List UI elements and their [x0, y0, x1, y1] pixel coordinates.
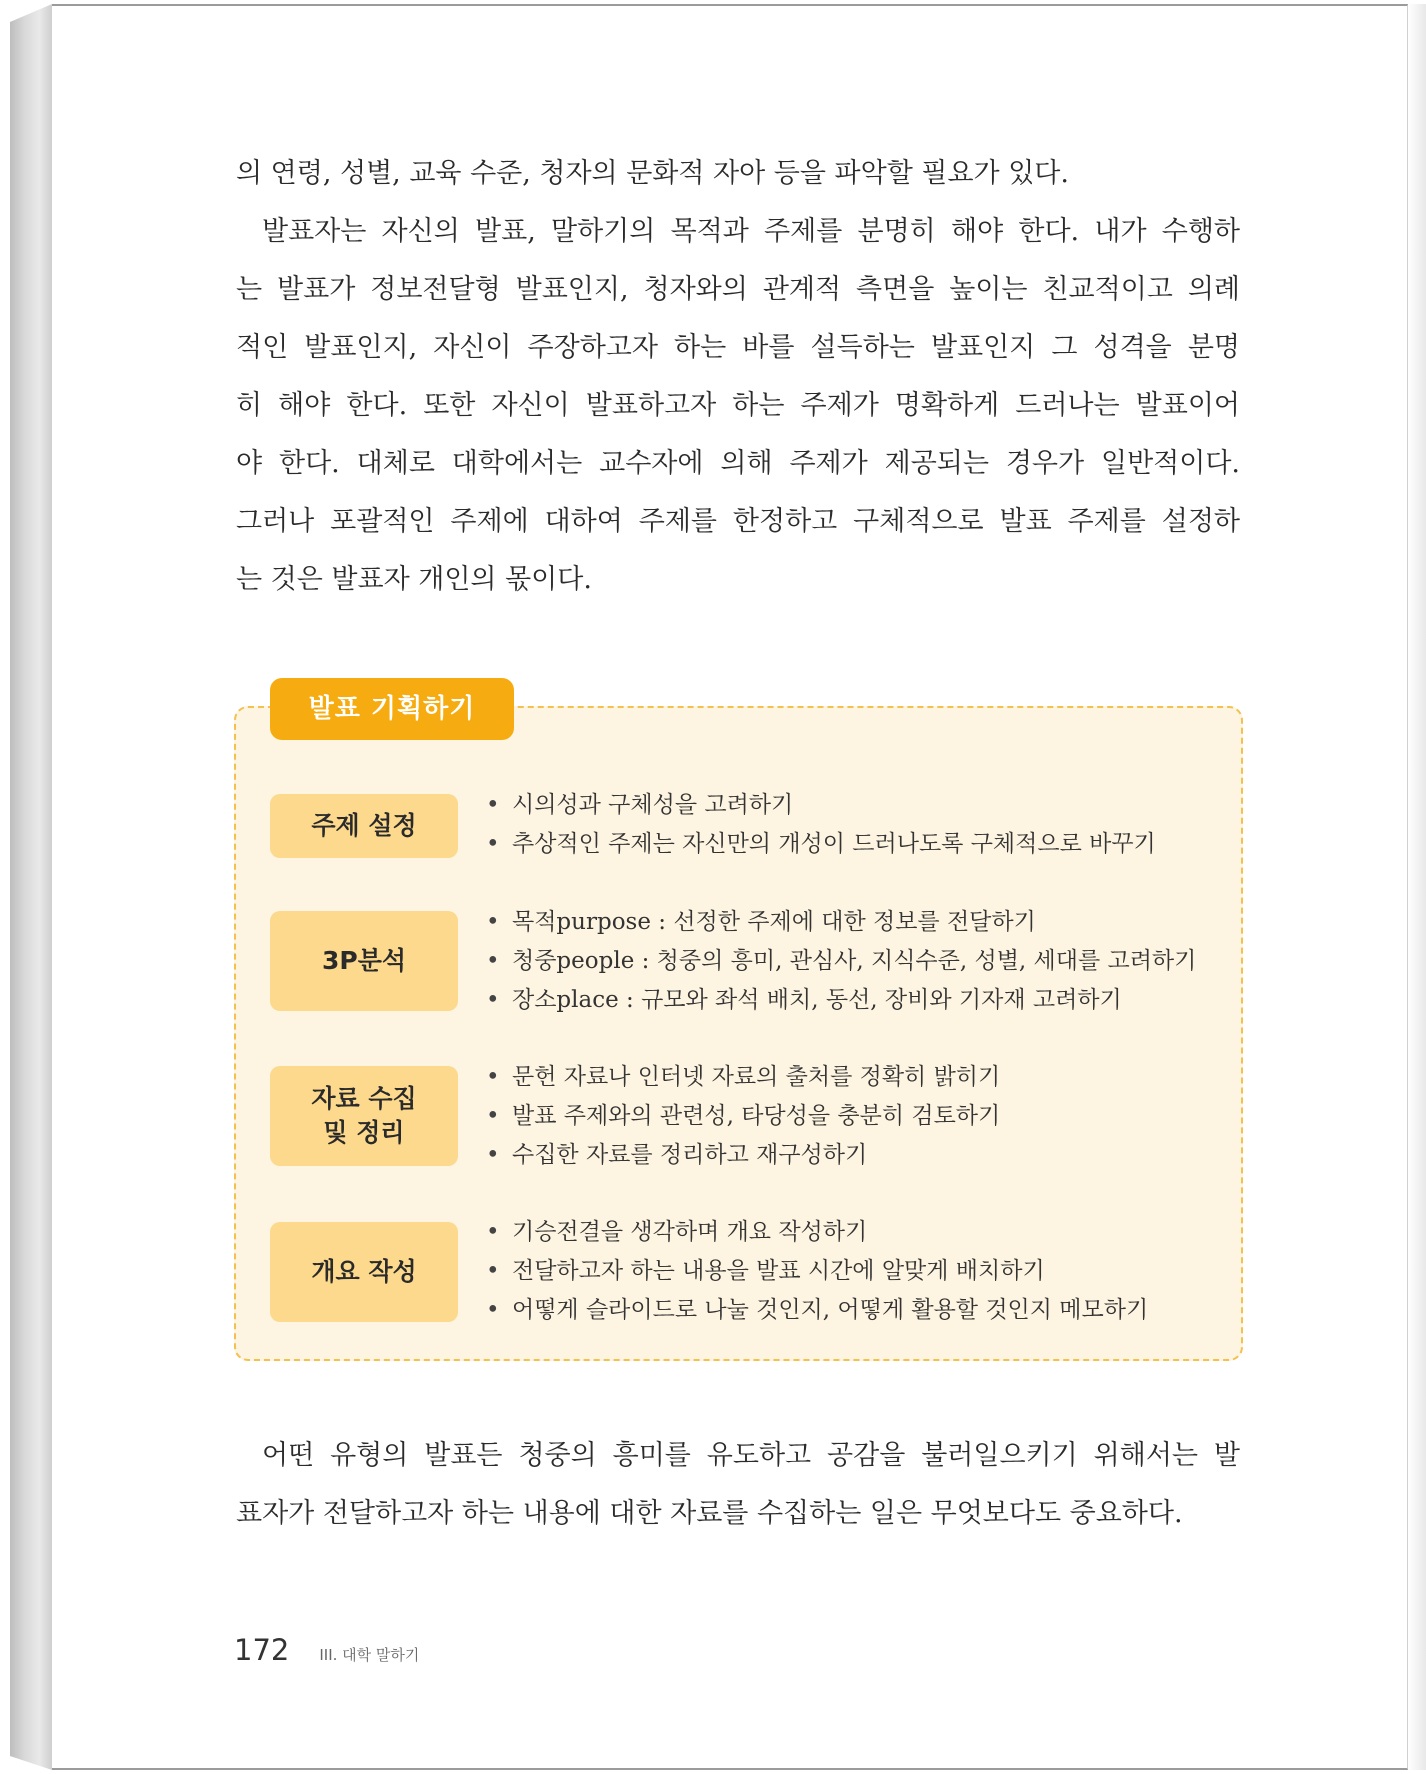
text-line: 히 해야 한다. 또한 자신이 발표하고자 하는 주제가 명확하게 드러나는 발표이어	[236, 390, 1240, 421]
text-line: 표자가 전달하고자 하는 내용에 대한 자료를 수집하는 일은 무엇보다도 중요하다.	[236, 1498, 1183, 1529]
list-item: • 전달하고자 하는 내용을 발표 시간에 알맞게 배치하기	[484, 1252, 1234, 1291]
paragraph-collection	[236, 1427, 1240, 1543]
text-line: 적인 발표인지, 자신이 주장하고자 하는 바를 설득하는 발표인지 그 성격을 분명	[236, 332, 1240, 363]
category-label-line: 및 정리	[323, 1118, 405, 1147]
bullet-list-outline	[484, 1213, 1234, 1330]
text-line: 어떤 유형의 발표든 청중의 흥미를 유도하고 공감을 불러일으키기 위해서는 발	[262, 1440, 1240, 1471]
list-item: • 기승전결을 생각하며 개요 작성하기	[484, 1213, 1234, 1252]
list-item: • 목적purpose : 선정한 주제에 대한 정보를 전달하기	[484, 903, 1234, 942]
planning-box-title: 발표 기획하기	[270, 678, 514, 740]
paragraph-continuation	[236, 145, 1240, 203]
list-item: • 장소place : 규모와 좌석 배치, 동선, 장비와 기자재 고려하기	[484, 981, 1234, 1020]
page-number: 172	[234, 1633, 290, 1667]
text-line: 그러나 포괄적인 주제에 대하여 주제를 한정하고 구체적으로 발표 주제를 설정하	[236, 506, 1240, 537]
category-3p-analysis: 3P분석	[270, 911, 458, 1011]
text-line: 야 한다. 대체로 대학에서는 교수자에 의해 주제가 제공되는 경우가 일반적이다.	[236, 448, 1240, 479]
text-line: 발표자는 자신의 발표, 말하기의 목적과 주제를 분명히 해야 한다. 내가 수행하	[262, 216, 1240, 247]
bullet-list-data	[484, 1058, 1234, 1175]
text-line: 는 발표가 정보전달형 발표인지, 청자와의 관계적 측면을 높이는 친교적이고 의례	[236, 274, 1240, 305]
page-footer	[234, 1633, 419, 1667]
category-outline: 개요 작성	[270, 1222, 458, 1322]
bullet-list-topic	[484, 786, 1234, 864]
text-line: 의 연령, 성별, 교육 수준, 청자의 문화적 자아 등을 파악할 필요가 있다.	[236, 158, 1069, 189]
book-spine-edge	[10, 4, 52, 1770]
list-item: • 추상적인 주제는 자신만의 개성이 드러나도록 구체적으로 바꾸기	[484, 825, 1234, 864]
category-label-line: 자료 수집	[311, 1084, 417, 1113]
section-title: III. 대학 말하기	[319, 1646, 420, 1664]
page-right-edge	[1408, 4, 1426, 1770]
list-item: • 청중people : 청중의 흥미, 관심사, 지식수준, 성별, 세대를 고려하기	[484, 942, 1234, 981]
list-item: • 시의성과 구체성을 고려하기	[484, 786, 1234, 825]
text-line: 는 것은 발표자 개인의 몫이다.	[236, 564, 592, 595]
list-item: • 어떻게 슬라이드로 나눌 것인지, 어떻게 활용할 것인지 메모하기	[484, 1291, 1234, 1330]
bullet-list-3p	[484, 903, 1234, 1020]
list-item: • 발표 주제와의 관련성, 타당성을 충분히 검토하기	[484, 1097, 1234, 1136]
list-item: • 수집한 자료를 정리하고 재구성하기	[484, 1136, 1234, 1175]
category-topic-setting: 주제 설정	[270, 794, 458, 858]
list-item: • 문헌 자료나 인터넷 자료의 출처를 정확히 밝히기	[484, 1058, 1234, 1097]
paragraph-purpose	[236, 203, 1240, 609]
category-data-collection	[270, 1066, 458, 1166]
